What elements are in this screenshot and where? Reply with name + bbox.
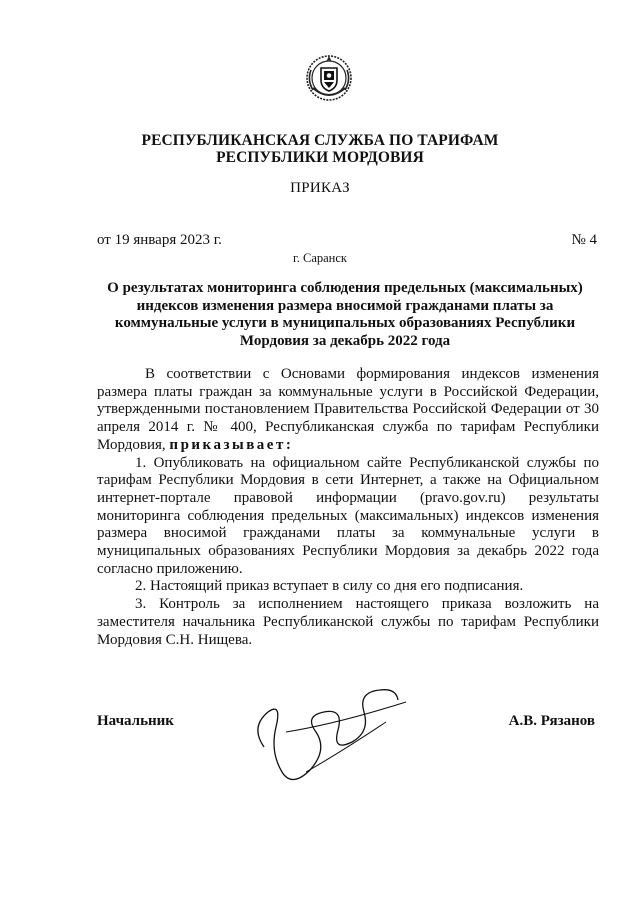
document-number: № 4 [571,232,597,248]
organization-name-line1: РЕСПУБЛИКАНСКАЯ СЛУЖБА ПО ТАРИФАМ [141,132,499,149]
document-date: от 19 января 2023 г. [97,232,222,248]
intro-text: В соответствии с Основами формирования индексов изменения размера платы граждан за коммунальные услуги в Российской Федерации, утвержденными постановлением Правительства Российской Федерации от 30 апреля 2014 г. № 400, Республиканская служба по тарифам Республики Мордовия, [97,366,599,453]
organization-name-line2: РЕСПУБЛИКИ МОРДОВИЯ [216,149,424,166]
order-item-2: 2. Настоящий приказ вступает в силу со дня его подписания. [135,578,524,595]
document-body [97,366,599,649]
document-type: ПРИКАЗ [290,180,350,196]
order-item-1: 1. Опубликовать на официальном сайте Республиканской службы по тарифам Республики Мордовия в сети Интернет, а также на Официальном интернет-портале правовой информации (pravo.gov.ru) результаты мониторинга соблюдения предельных (максимальных) индексов изменения размера вносимой гражданами платы за коммунальные услуги в муниципальных образованиях Республики Мордовия за декабрь 2022 года согласно приложению. [97,454,599,577]
handwritten-signature-icon [246,672,416,792]
document-city: г. Саранск [293,251,347,265]
order-item-3: 3. Контроль за исполнением настоящего приказа возложить на заместителя начальника Республиканской службы по тарифам Республики Мордовия С.Н. Нищева. [97,596,599,648]
coat-of-arms-emblem-icon [303,50,355,108]
document-title: О результатах мониторинга соблюдения предельных (максимальных) индексов изменения размера вносимой гражданами платы за коммунальные услуги в муниципальных образованиях Республики Мордовия за декабрь 2022 года [107,280,583,349]
signatory-name: А.В. Рязанов [508,713,595,729]
signatory-position: Начальник [97,713,174,729]
intro-paragraph [97,366,599,455]
orders-word: приказывает: [169,436,294,453]
